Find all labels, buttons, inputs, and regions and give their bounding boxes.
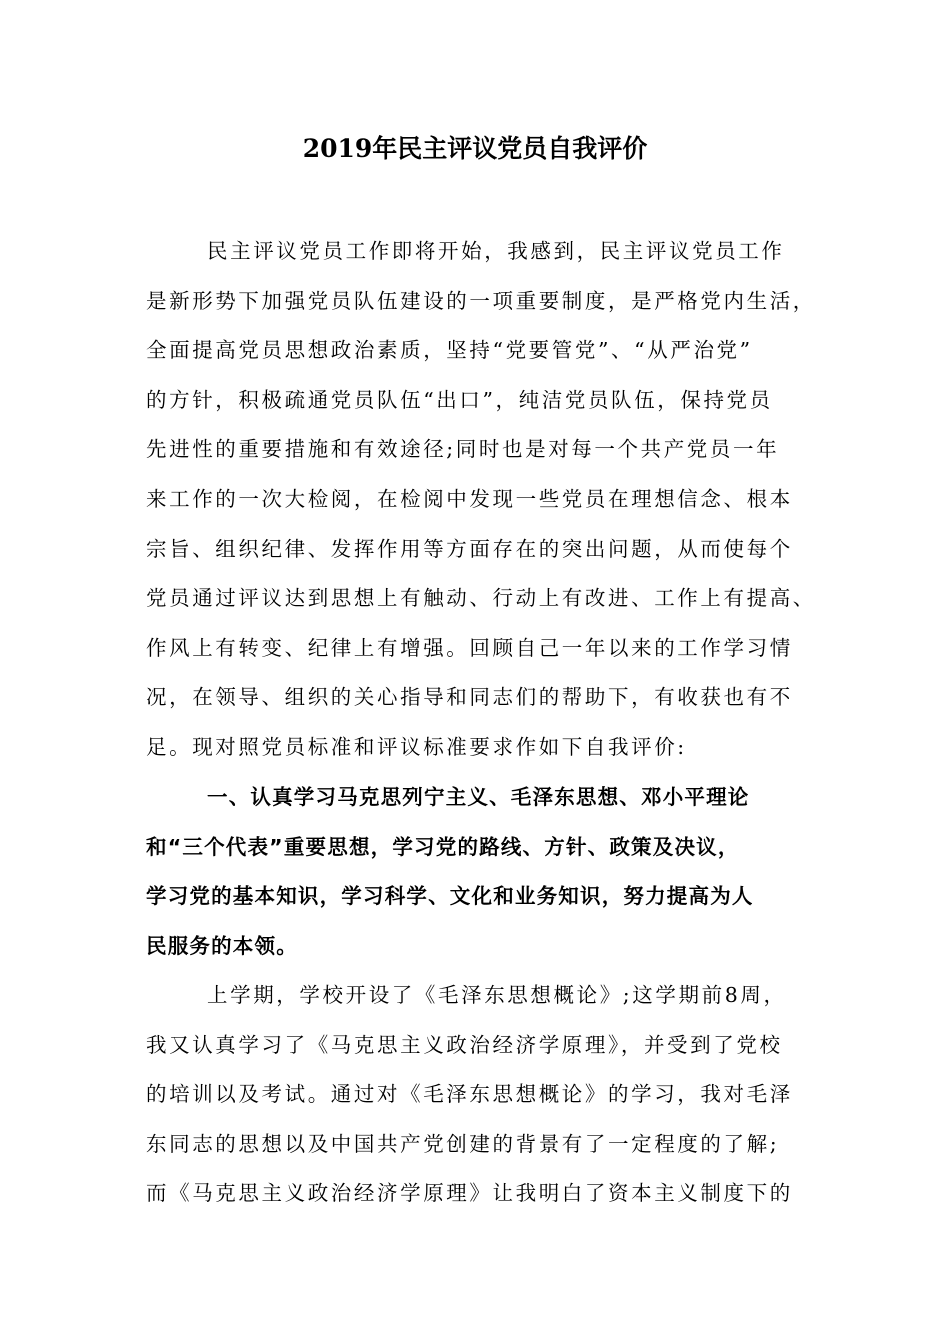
paragraph-intro — [146, 227, 826, 773]
text-line: 况，在领导、组织的关心指导和同志们的帮助下，有收获也有不 — [146, 685, 793, 710]
text-line: 的培训以及考试。通过对《毛泽东思想概论》的学习，我对毛泽 — [146, 1082, 793, 1107]
text-line: 的方针，积极疏通党员队伍“出口”，纯洁党员队伍，保持党员 — [146, 387, 773, 412]
heading-line: 和“三个代表”重要思想，学习党的路线、方针、政策及决议， — [146, 834, 740, 859]
text-line: 足。现对照党员标准和评议标准要求作如下自我评价: — [146, 734, 687, 759]
text-line: 来工作的一次大检阅，在检阅中发现一些党员在理想信念、根本 — [146, 486, 793, 511]
text-line: 我又认真学习了《马克思主义政治经济学原理》，并受到了党校 — [146, 1032, 783, 1057]
text-line: 而《马克思主义政治经济学原理》让我明白了资本主义制度下的 — [146, 1181, 793, 1206]
heading-line: 一、认真学习马克思列宁主义、毛泽东思想、邓小平理论 — [207, 785, 750, 809]
text-line: 党员通过评议达到思想上有触动、行动上有改进、工作上有提高、 — [146, 586, 816, 611]
paragraph-study — [146, 971, 826, 1219]
text-line: 先进性的重要措施和有效途径;同时也是对每一个共产党员一年 — [146, 437, 780, 462]
text-line: 作风上有转变、纪律上有增强。回顾自己一年以来的工作学习情 — [146, 635, 793, 660]
heading-line: 民服务的本领。 — [146, 933, 298, 958]
text-line: 东同志的思想以及中国共产党创建的背景有了一定程度的了解; — [146, 1131, 780, 1156]
text-line: 是新形势下加强党员队伍建设的一项重要制度，是严格党内生活， — [146, 288, 816, 313]
section-heading-1 — [146, 773, 826, 971]
document-title: 2019年民主评议党员自我评价 — [302, 134, 648, 163]
text-line: 全面提高党员思想政治素质，坚持“党要管党”、“从严治党” — [146, 338, 753, 363]
text-line: 民主评议党员工作即将开始，我感到，民主评议党员工作 — [207, 239, 785, 263]
heading-line: 学习党的基本知识，学习科学、文化和业务知识，努力提高为人 — [146, 884, 754, 909]
text-line: 宗旨、组织纪律、发挥作用等方面存在的突出问题，从而使每个 — [146, 536, 793, 561]
text-line: 上学期，学校开设了《毛泽东思想概论》;这学期前8周， — [207, 983, 787, 1007]
